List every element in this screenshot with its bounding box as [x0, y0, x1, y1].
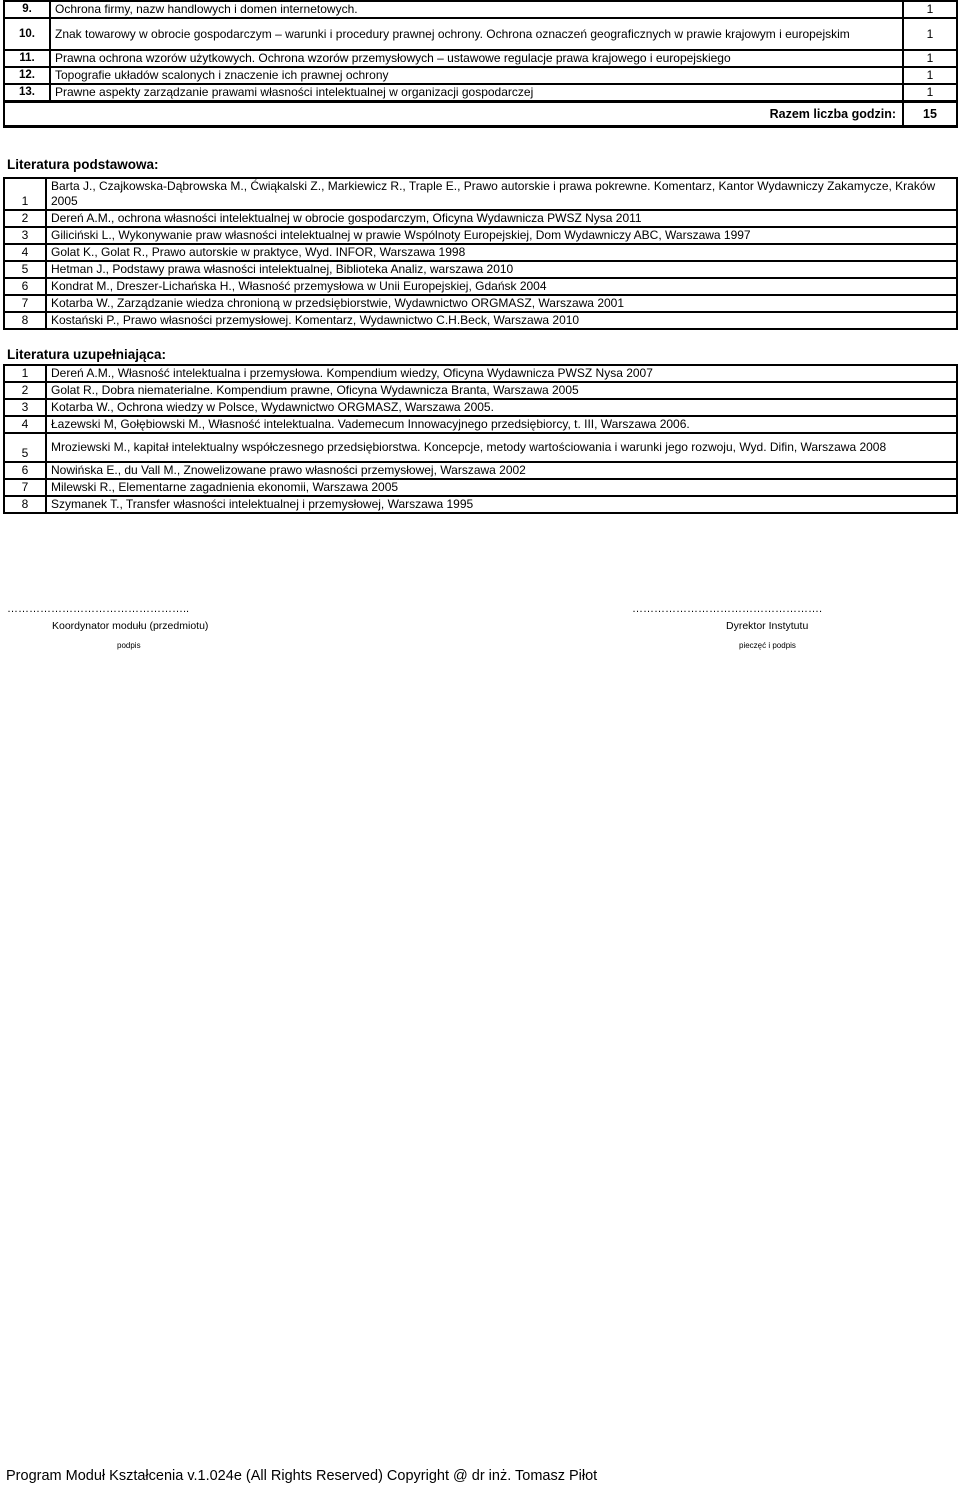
topic-row [4, 50, 957, 67]
topic-hours: 1 [903, 1, 957, 18]
topic-text: Topografie układów scalonych i znaczenie ich prawnej ochrony [50, 67, 903, 84]
item-number: 4 [4, 244, 46, 261]
topic-text: Znak towarowy w obrocie gospodarczym – warunki i procedury prawnej ochrony. Ochrona oznaczeń geograficznych w prawie krajowym i europejskim [50, 18, 903, 50]
topic-hours: 1 [903, 18, 957, 50]
item-text: Golat R., Dobra niematerialne. Kompendium prawne, Oficyna Wydawnicza Branta, Warszawa 2005 [46, 382, 957, 399]
topics-table [3, 0, 958, 128]
topic-hours: 1 [903, 67, 957, 84]
item-number: 1 [4, 365, 46, 382]
list-item [4, 479, 957, 496]
item-text: Giliciński L., Wykonywanie praw własności intelektualnej w prawie Wspólnoty Europejskiej, Dom Wydawniczy ABC, Warszawa 1997 [46, 227, 957, 244]
item-text: Kostański P., Prawo własności przemysłowej. Komentarz, Wydawnictwo C.H.Beck, Warszawa 2010 [46, 312, 957, 329]
item-text: Łazewski M, Gołębiowski M., Własność intelektualna. Vademecum Innowacyjnego przedsiębiorcy, t. III, Warszawa 2006. [46, 416, 957, 433]
topic-row [4, 67, 957, 84]
list-item [4, 178, 957, 210]
list-item [4, 227, 957, 244]
list-item [4, 382, 957, 399]
item-number: 4 [4, 416, 46, 433]
list-item [4, 210, 957, 227]
list-item [4, 433, 957, 462]
coordinator-sublabel: podpis [117, 641, 141, 650]
topic-text: Ochrona firmy, nazw handlowych i domen internetowych. [50, 1, 903, 18]
item-text: Hetman J., Podstawy prawa własności intelektualnej, Biblioteka Analiz, warszawa 2010 [46, 261, 957, 278]
item-text: Golat K., Golat R., Prawo autorskie w praktyce, Wyd. INFOR, Warszawa 1998 [46, 244, 957, 261]
director-label: Dyrektor Instytutu [726, 620, 809, 632]
item-number: 6 [4, 462, 46, 479]
item-text: Kotarba W., Zarządzanie wiedza chronioną w przedsiębiorstwie, Wydawnictwo ORGMASZ, Warszawa 2001 [46, 295, 957, 312]
topic-hours: 1 [903, 84, 957, 102]
literature-supplementary-table [3, 364, 958, 514]
signature-line-director: ……………………………………………. [632, 603, 823, 615]
item-number: 7 [4, 479, 46, 496]
coordinator-label: Koordynator modułu (przedmiotu) [52, 620, 209, 632]
footer-copyright: Program Moduł Kształcenia v.1.024e (All Rights Reserved) Copyright @ dr inż. Tomasz Piłot [6, 1468, 598, 1484]
topic-row [4, 18, 957, 50]
list-item [4, 462, 957, 479]
item-text: Barta J., Czajkowska-Dąbrowska M., Ćwiąkalski Z., Markiewicz R., Traple E., Prawo autorskie i prawa pokrewne. Komentarz, Kantor Wydawniczy Zakamycze, Kraków 2005 [46, 178, 957, 210]
topic-number: 9. [4, 1, 50, 18]
total-hours: 15 [903, 102, 957, 127]
topic-number: 10. [4, 18, 50, 50]
literature-basic-title: Literatura podstawowa: [7, 157, 159, 172]
topic-number: 13. [4, 84, 50, 102]
list-item [4, 278, 957, 295]
list-item [4, 312, 957, 329]
topic-row [4, 84, 957, 102]
total-row [4, 102, 957, 127]
topic-row [4, 1, 957, 18]
item-number: 3 [4, 227, 46, 244]
list-item [4, 416, 957, 433]
total-label: Razem liczba godzin: [4, 102, 903, 127]
literature-supplementary-title: Literatura uzupełniająca: [7, 347, 167, 362]
item-number: 3 [4, 399, 46, 416]
item-text: Dereń A.M., ochrona własności intelektualnej w obrocie gospodarczym, Oficyna Wydawnicza PWSZ Nysa 2011 [46, 210, 957, 227]
literature-basic-table [3, 177, 958, 330]
list-item [4, 295, 957, 312]
item-text: Kondrat M., Dreszer-Lichańska H., Własność przemysłowa w Unii Europejskiej, Gdańsk 2004 [46, 278, 957, 295]
item-number: 5 [4, 261, 46, 278]
list-item [4, 365, 957, 382]
topic-hours: 1 [903, 50, 957, 67]
topic-text: Prawna ochrona wzorów użytkowych. Ochrona wzorów przemysłowych – ustawowe regulacje prawa krajowego i europejskiego [50, 50, 903, 67]
item-text: Dereń A.M., Własność intelektualna i przemysłowa. Kompendium wiedzy, Oficyna Wydawnicza PWSZ Nysa 2007 [46, 365, 957, 382]
list-item [4, 496, 957, 513]
item-text: Milewski R., Elementarne zagadnienia ekonomii, Warszawa 2005 [46, 479, 957, 496]
list-item [4, 261, 957, 278]
list-item [4, 244, 957, 261]
topic-text: Prawne aspekty zarządzanie prawami własności intelektualnej w organizacji gospodarczej [50, 84, 903, 102]
item-number: 1 [4, 178, 46, 210]
signature-line-coordinator: ………………………………………….. [7, 603, 190, 615]
item-number: 2 [4, 382, 46, 399]
topic-number: 11. [4, 50, 50, 67]
item-text: Szymanek T., Transfer własności intelektualnej i przemysłowej, Warszawa 1995 [46, 496, 957, 513]
director-sublabel: pieczęć i podpis [739, 641, 796, 650]
item-number: 8 [4, 496, 46, 513]
list-item [4, 399, 957, 416]
item-text: Kotarba W., Ochrona wiedzy w Polsce, Wydawnictwo ORGMASZ, Warszawa 2005. [46, 399, 957, 416]
item-number: 6 [4, 278, 46, 295]
item-number: 7 [4, 295, 46, 312]
item-text: Nowińska E., du Vall M., Znowelizowane prawo własności przemysłowej, Warszawa 2002 [46, 462, 957, 479]
item-number: 5 [4, 433, 46, 462]
item-number: 2 [4, 210, 46, 227]
topic-number: 12. [4, 67, 50, 84]
item-number: 8 [4, 312, 46, 329]
item-text: Mroziewski M., kapitał intelektualny współczesnego przedsiębiorstwa. Koncepcje, metody wartościowania i warunki jego rozwoju, Wyd. Difin, Warszawa 2008 [46, 433, 957, 462]
